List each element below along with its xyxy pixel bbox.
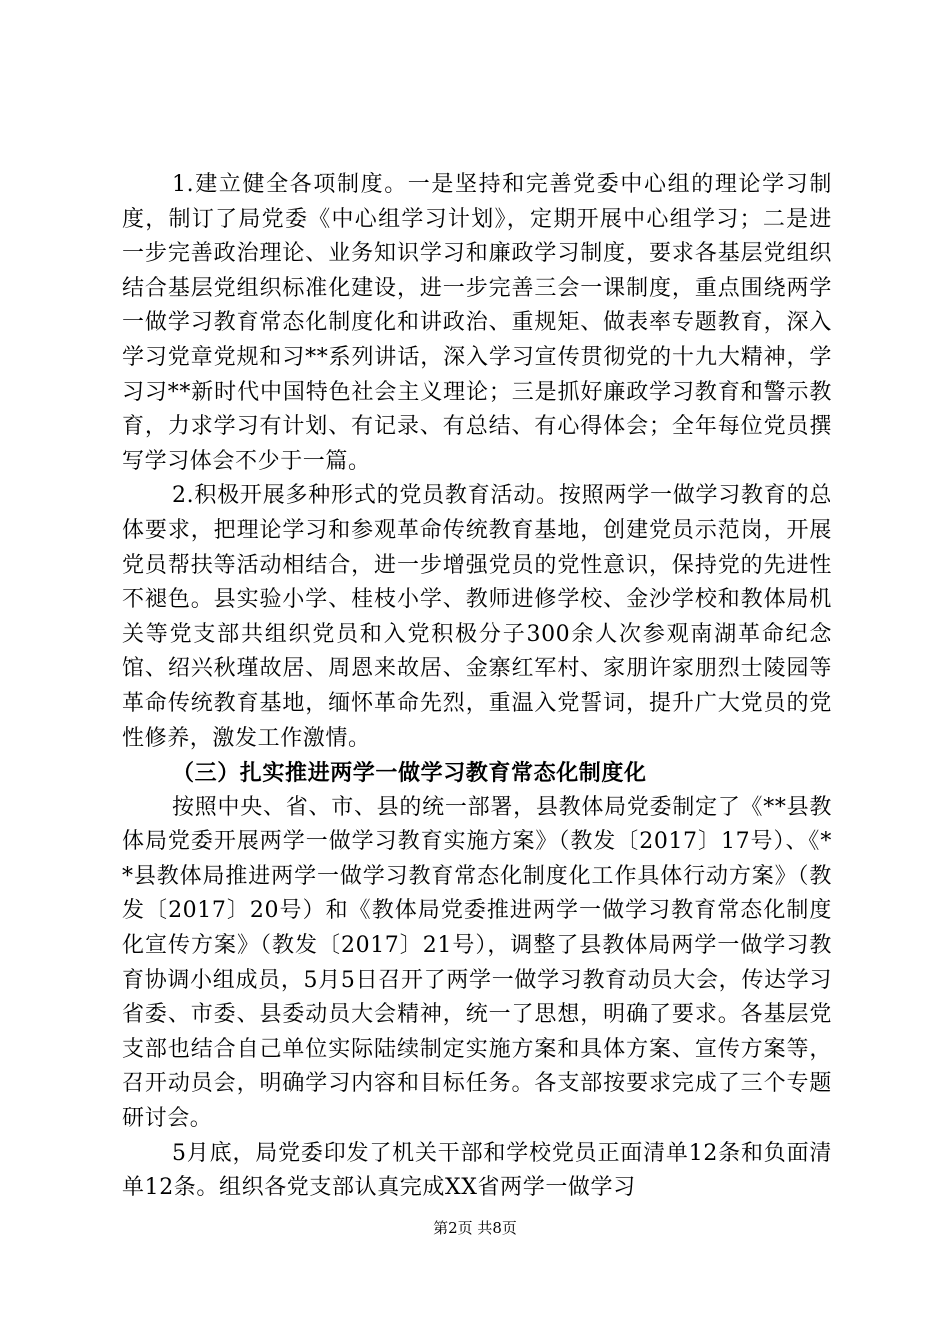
section-heading: （三）扎实推进两学一做学习教育常态化制度化 — [172, 760, 647, 787]
paragraph-deployment: 按照中央、省、市、县的统一部署，县教体局党委制定了《**县教体局党委开展两学一做学习教育实施方案》（教发〔2017〕17号）、《**县教体局推进两学一做学习教育常态化制度化工作具体行动方案》（教发〔2017〕20号）和《教体局党委推进两学一做学习教育常态化制度化宣传方案》（教发〔2017〕21号），调整了县教体局两学一做学习教育协调小组成员，5月5日召开了两学一做学习教育动员大会，传达学习省委、市委、县委动员大会精神，统一了思想，明确了要求。各基层党支部也结合自己单位实际陆续制定实施方案和具体方案、宣传方案等，召开动员会，明确学习内容和目标任务。各支部按要求完成了三个专题研讨会。 — [122, 794, 832, 1132]
document-body — [122, 168, 832, 1206]
paragraph-lists: 5月底，局党委印发了机关干部和学校党员正面清单12条和负面清单12条。组织各党支部认真完成XX省两学一做学习 — [122, 1140, 832, 1201]
paragraph-establish-systems: 1.建立健全各项制度。一是坚持和完善党委中心组的理论学习制度，制订了局党委《中心组学习计划》，定期开展中心组学习；二是进一步完善政治理论、业务知识学习和廉政学习制度，要求各基层党组织结合基层党组织标准化建设，进一步完善三会一课制度，重点围绕两学一做学习教育常态化制度化和讲政治、重规矩、做表率专题教育，深入学习党章党规和习**系列讲话，深入学习宣传贯彻党的十九大精神，学习习**新时代中国特色社会主义理论；三是抓好廉政学习教育和警示教育，力求学习有计划、有记录、有总结、有心得体会；全年每位党员撰写学习体会不少于一篇。 — [122, 172, 832, 474]
page-number-footer: 第2页 共8页 — [433, 1219, 517, 1237]
paragraph-education-activities: 2.积极开展多种形式的党员教育活动。按照两学一做学习教育的总体要求，把理论学习和参观革命传统教育基地，创建党员示范岗，开展党员帮扶等活动相结合，进一步增强党员的党性意识，保持党的先进性不褪色。县实验小学、桂枝小学、教师进修学校、金沙学校和教体局机关等党支部共组织党员和入党积极分子300余人次参观南湖革命纪念馆、绍兴秋瑾故居、周恩来故居、金寨红军村、家朋许家朋烈士陵园等革命传统教育基地，缅怀革命先烈，重温入党誓词，提升广大党员的党性修养，激发工作激情。 — [122, 483, 832, 751]
